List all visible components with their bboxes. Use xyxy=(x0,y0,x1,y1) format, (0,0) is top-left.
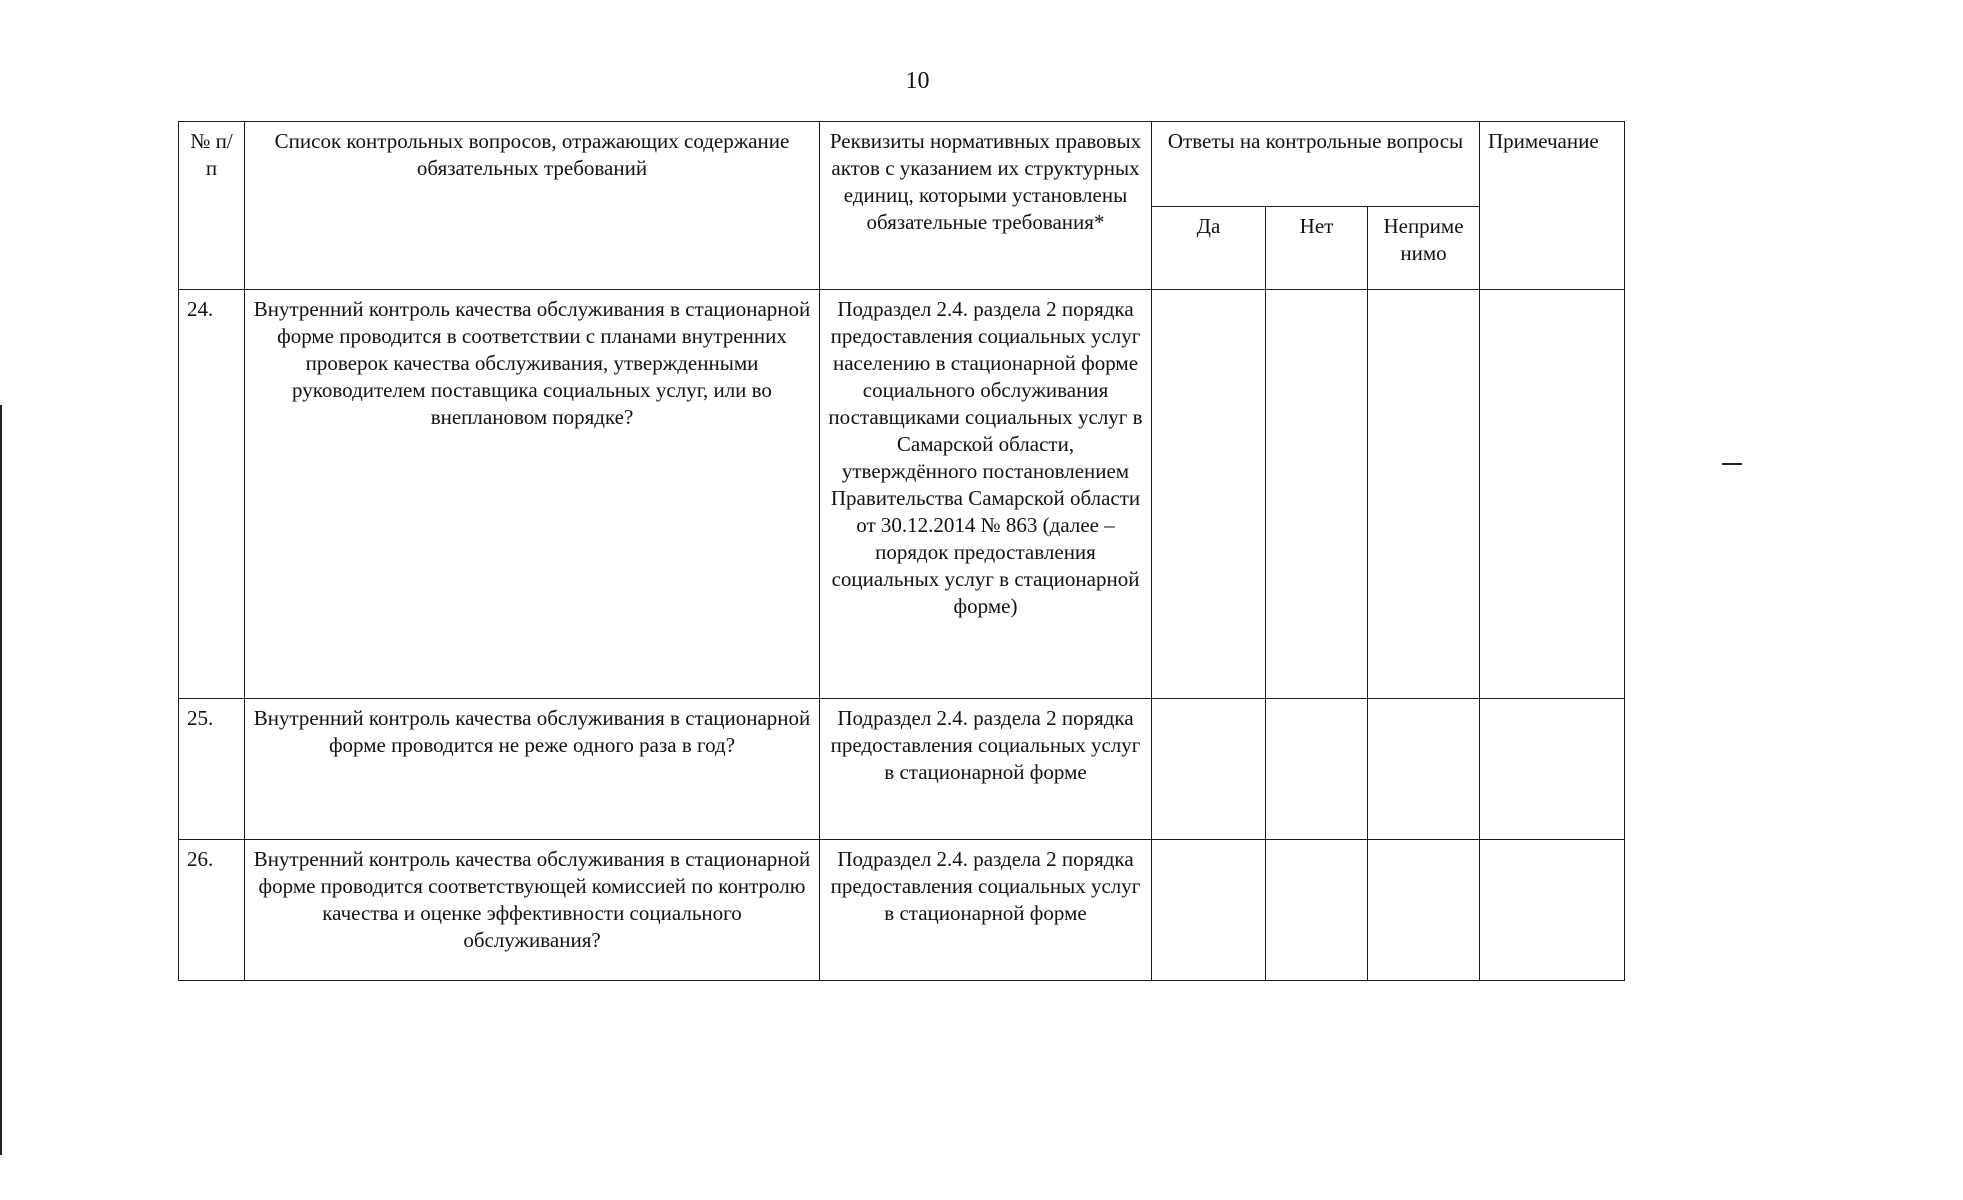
answer-yes-cell[interactable] xyxy=(1152,840,1266,981)
answer-no-cell[interactable] xyxy=(1266,290,1368,699)
table-body xyxy=(179,290,1625,981)
scan-edge-mark xyxy=(0,405,2,1155)
row-number: 26. xyxy=(179,840,245,981)
row-question: Внутренний контроль качества обслуживания в стационарной форме проводится соответствующей комиссией по контролю качества и оценке эффективности социального обслуживания? xyxy=(245,840,820,981)
table-header xyxy=(179,122,1625,290)
note-cell[interactable] xyxy=(1480,699,1625,840)
note-cell[interactable] xyxy=(1480,840,1625,981)
answer-na-cell[interactable] xyxy=(1368,840,1480,981)
header-yes: Да xyxy=(1152,207,1266,290)
answer-na-cell[interactable] xyxy=(1368,290,1480,699)
note-cell[interactable] xyxy=(1480,290,1625,699)
table-row xyxy=(179,840,1625,981)
header-row-main xyxy=(179,122,1625,207)
answer-na-cell[interactable] xyxy=(1368,699,1480,840)
header-questions: Список контрольных вопросов, отражающих содержание обязательных требований xyxy=(245,122,820,290)
row-legal-act: Подраздел 2.4. раздела 2 порядка предоставления социальных услуг в стационарной форме xyxy=(820,699,1152,840)
answer-no-cell[interactable] xyxy=(1266,840,1368,981)
page-number: 10 xyxy=(905,68,930,94)
header-note: Примечание xyxy=(1480,122,1625,290)
row-number: 24. xyxy=(179,290,245,699)
header-number: № п/ п xyxy=(179,122,245,290)
row-legal-act: Подраздел 2.4. раздела 2 порядка предоставления социальных услуг в стационарной форме xyxy=(820,840,1152,981)
margin-dash xyxy=(1722,463,1742,465)
header-legal-acts: Реквизиты нормативных правовых актов с указанием их структурных единиц, которыми установлены обязательные требования* xyxy=(820,122,1152,290)
answer-no-cell[interactable] xyxy=(1266,699,1368,840)
row-legal-act: Подраздел 2.4. раздела 2 порядка предоставления социальных услуг населению в стационарной форме социального обслуживания поставщиками социальных услуг в Самарской области, утверждённого постановлением Правительства Самарской области от 30.12.2014 № 863 (далее – порядок предоставления социальных услуг в стационарной форме) xyxy=(820,290,1152,699)
table-row xyxy=(179,699,1625,840)
header-no: Нет xyxy=(1266,207,1368,290)
header-not-applicable: Неприме нимо xyxy=(1368,207,1480,290)
header-answers: Ответы на контрольные вопросы xyxy=(1152,122,1480,207)
row-question: Внутренний контроль качества обслуживания в стационарной форме проводится не реже одного раза в год? xyxy=(245,699,820,840)
answer-yes-cell[interactable] xyxy=(1152,290,1266,699)
checklist-table xyxy=(178,121,1625,981)
row-number: 25. xyxy=(179,699,245,840)
answer-yes-cell[interactable] xyxy=(1152,699,1266,840)
table-row xyxy=(179,290,1625,699)
row-question: Внутренний контроль качества обслуживания в стационарной форме проводится в соответствии с планами внутренних проверок качества обслуживания, утвержденными руководителем поставщика социальных услуг, или во внеплановом порядке? xyxy=(245,290,820,699)
